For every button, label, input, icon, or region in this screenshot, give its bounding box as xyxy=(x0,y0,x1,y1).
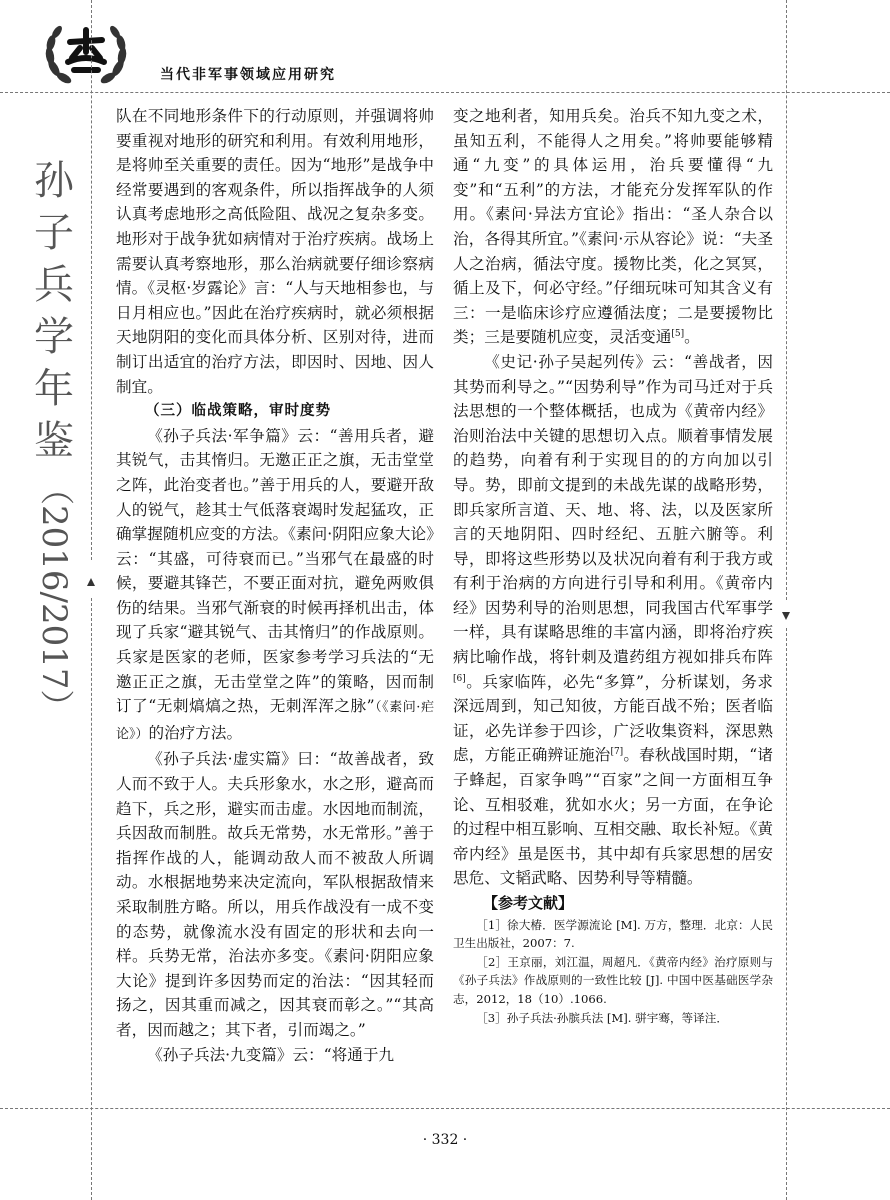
body-paragraph: 《孙子兵法·虚实篇》曰：“故善战者，致人而不致于人。夫兵形象水，水之形，避高而趋下，兵之形，避实而击虚。水因地而制流，兵因敌而制胜。故兵无常势，水无常形。”善于指挥作战的人，能调动敌人而不被敌人所调动。水根据地势来决定流向，军队根据敌情来采取制胜方略。所以，用兵作战没有一成不变的态势，就像流水没有固定的形状和去向一样。兵势无常，治法亦多变。《素问·阴阳应象大论》提到许多因势而定的治法：“因其轻而扬之，因其重而减之，因其衰而彰之。”“其高者，因而越之；其下者，引而竭之。” xyxy=(116,750,434,1039)
right-margin-line-bottom xyxy=(786,628,787,1200)
paragraph-text: 。兵家临阵，必先“多算”，分析谋划，务求深远周到，知己知彼，方能百战不殆；医者临证，必先详参于四诊，广泛收集资料，深思熟虑，方能正确辨证施治 xyxy=(453,672,773,765)
section-subheading: （三）临战策略，审时度势 xyxy=(145,402,331,420)
side-title-year: （2016/2017） xyxy=(34,471,74,724)
laurel-left xyxy=(44,24,72,85)
body-paragraph: 队在不同地形条件下的行动原则，并强调将帅要重视对地形的研究和利用。有效利用地形，是将帅至关重要的责任。因为“地形”是战争中经常要遇到的客观条件，所以指挥战争的人须认真考虑地形之高低险阻、战况之复杂多变。地形对于战争犹如病情对于治疗疾病。战场上需要认真考察地形，那么治病就要仔细诊察病情。《灵枢·岁露论》言：“人与天地相参也，与日月相应也。”因此在治疗疾病时，就必须根据天地阴阳的变化而具体分析、区别对待，进而制订出适宜的治疗方法，即因时、因地、因人制宜。 xyxy=(116,107,434,396)
citation-text: （《素问·疟论》） xyxy=(116,700,434,742)
logo-glyph xyxy=(68,30,104,70)
reference-entry: ［2］王京丽，刘江温，周超凡．《黄帝内经》治疗原则与《孙子兵法》作战原则的一致性比较 [J]. 中国中医基础医学杂志，2012，18（10）.1066. xyxy=(453,954,773,1006)
right-text-column xyxy=(453,104,773,1027)
laurel-right xyxy=(99,24,127,85)
body-paragraph xyxy=(116,424,434,748)
body-paragraph xyxy=(453,104,773,350)
side-title-char: 鉴 xyxy=(34,418,74,464)
reference-marker: [5] xyxy=(671,329,685,340)
arrow-down-icon xyxy=(782,612,790,620)
body-paragraph xyxy=(453,350,773,891)
paragraph-text: 《孙子兵法·军争篇》云：“善用兵者，避其锐气，击其惰归。无邀正正之旗，无击堂堂之阵，此治变者也。”善于用兵的人，要避开敌人的锐气，趁其士气低落衰竭时发起猛攻，正确掌握随机应变的方法。《素问·阴阳应象大论》云：“其盛，可待衰而已。”当邪气在最盛的时候，要避其锋芒，不要正面对抗，避免两败俱伤的结果。当邪气渐衰的时候再择机出击，体现了兵家“避其锐气、击其惰归”的作战原则。兵家是医家的老师，医家参考学习兵法的“无邀正正之旗，无击堂堂之阵”的策略，因而制订了“无刺熇熇之热，无刺浑浑之脉” xyxy=(116,426,434,716)
reference-entry: ［1］徐大椿．医学源流论 [M]. 万方，整理．北京：人民卫生出版社，2007：7. xyxy=(453,917,773,951)
yearbook-logo xyxy=(40,18,132,90)
running-header-title: 当代非军事领域应用研究 xyxy=(160,67,336,83)
header-divider xyxy=(0,92,890,93)
reference-marker: [6] xyxy=(453,673,466,684)
footer-divider xyxy=(0,1108,890,1109)
side-title-char: 年 xyxy=(34,366,74,412)
references-heading: 【参考文献】 xyxy=(483,894,574,912)
reference-entry: ［3］孙子兵法·孙膑兵法 [M]. 骈宇骞，等译注． xyxy=(476,1010,728,1025)
side-title-char: 兵 xyxy=(34,262,74,308)
right-margin-line-top xyxy=(786,0,787,600)
side-title-char: 学 xyxy=(34,314,74,360)
paragraph-text: 的治疗方法。 xyxy=(148,723,243,742)
arrow-up-icon xyxy=(87,578,95,586)
side-title-char: 子 xyxy=(34,210,74,256)
page-number: · 332 · xyxy=(422,1132,468,1148)
left-margin-line-top xyxy=(91,0,92,560)
paragraph-text: 《史记·孙子吴起列传》云：“善战者，因其势而利导之。”“因势利导”作为司马迁对于兵法思想的一个整体概括，也成为《黄帝内经》治则治法中关键的思想切入点。顺着事情发展的趋势，向着有利于实现目的的方向加以引导。势，即前文提到的未战先谋的战略形势，即兵家所言道、天、地、将、法，以及医家所言的天地阴阳、四时经纪、五脏六腑等。利导，即将这些形势以及状况向着有利于我方或有利于治病的方向进行引导和利用。《黄帝内经》因势利导的治则思想，同我国古代军事学一样，具有谋略思维的丰富内涵，即将治疗疾病比喻作战，将针刺及遣药组方视如排兵布阵 xyxy=(453,352,773,667)
reference-marker: [7] xyxy=(610,747,624,758)
left-text-column xyxy=(116,104,434,1067)
yearbook-side-title xyxy=(30,155,78,724)
left-margin-line-bottom xyxy=(91,598,92,1200)
paragraph-text: 。春秋战国时期，“诸子蜂起，百家争鸣”“百家”之间一方面相互争论、互相驳难，犹如水火；另一方面，在争论的过程中相互影响、互相交融、取长补短。《黄帝内经》虽是医书，其中却有兵家思想的居安思危、文韬武略、因势利导等精髓。 xyxy=(453,746,773,888)
side-title-char: 孙 xyxy=(34,158,74,204)
paragraph-text: 变之地利者，知用兵矣。治兵不知九变之术，虽知五利，不能得人之用矣。”将帅要能够精通“九变”的具体运用，治兵要懂得“九变”和“五利”的方法，才能充分发挥军队的作用。《素问·异法方宜论》指出：“圣人杂合以治，各得其所宜。”《素问·示从容论》说：“夫圣人之治病，循法守度。援物比类，化之冥冥，循上及下，何必守经。”仔细玩味可知其含义有三：一是临床诊疗应遵循法度；二是要援物比类；三是要随机应变，灵活变通 xyxy=(453,107,773,347)
body-paragraph: 《孙子兵法·九变篇》云：“将通于九 xyxy=(147,1045,395,1064)
paragraph-text: 。 xyxy=(684,328,700,347)
